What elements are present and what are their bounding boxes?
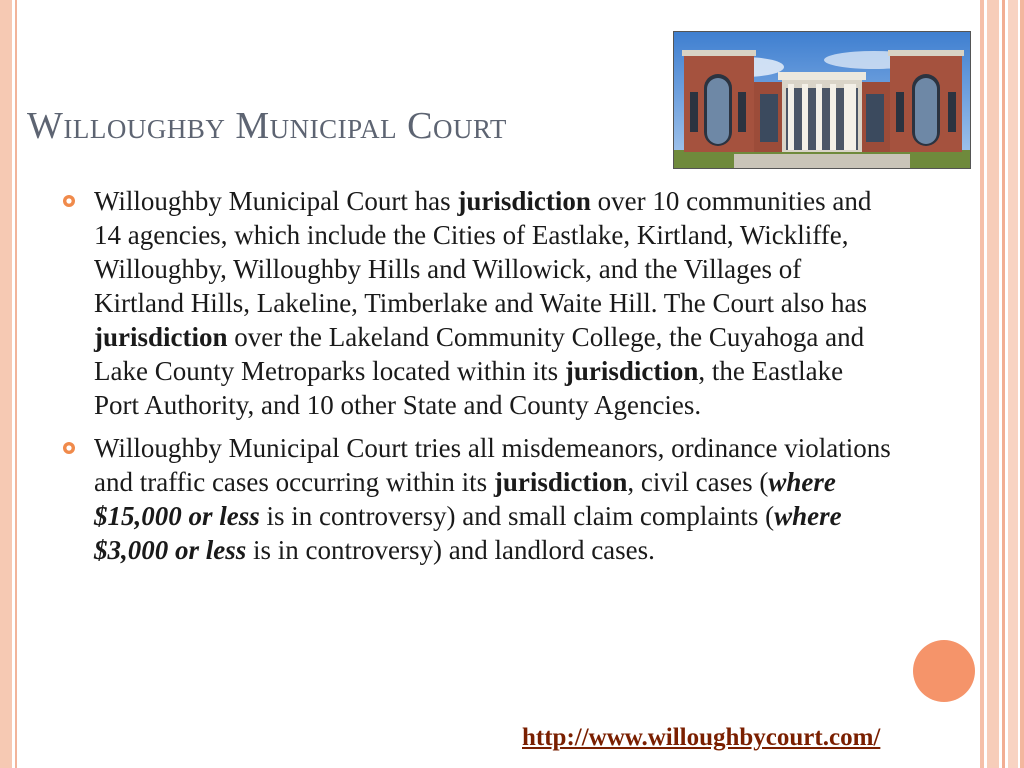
text-run: is in controversy) and small claim complaints ( [259, 501, 775, 531]
text-run: over 10 communities and 14 agencies, which include the Cities of Eastlake, Kirtland, Wickliffe, Willoughby, Willoughby Hills and Willowick, and the Villages of Kirtland Hills, Lakeline, Timberlake and Waite Hill. The Court also has [94, 186, 872, 318]
text-run: over the Lakeland Community College, the Cuyahoga and Lake County Metroparks located within its [94, 322, 865, 386]
right-decorative-stripe [1020, 0, 1024, 768]
bullet-item [62, 184, 892, 422]
bullet-text [94, 184, 892, 422]
text-run: is in controversy) and landlord cases. [246, 535, 655, 565]
right-decorative-stripe [980, 0, 984, 768]
decorative-orange-circle [913, 640, 975, 702]
orange-ring-bullet-icon [62, 194, 76, 208]
slide-title: Willoughby Municipal Court [27, 105, 507, 147]
emphasis-run: jurisdiction [457, 186, 591, 216]
orange-ring-bullet-icon [62, 441, 76, 455]
text-run: Willoughby Municipal Court tries all misdemeanors, ordinance violations and traffic cases occurring within its [94, 433, 891, 497]
text-run: , the Eastlake Port Authority, and 10 other State and County Agencies. [94, 356, 844, 420]
right-decorative-stripe [987, 0, 999, 768]
left-decorative-line [15, 0, 17, 768]
emphasis-run: where $15,000 or less [94, 467, 836, 531]
emphasis-run: jurisdiction [94, 322, 228, 352]
bullet-item [62, 431, 892, 567]
bullet-text [94, 431, 892, 567]
slide-body [62, 184, 892, 576]
left-decorative-bar [0, 0, 12, 768]
emphasis-run: jurisdiction [493, 467, 628, 497]
right-decorative-stripe [1002, 0, 1005, 768]
court-website-link[interactable]: http://www.willoughbycourt.com/ [522, 724, 881, 751]
text-run: , civil cases ( [627, 467, 769, 497]
text-run: Willoughby Municipal Court has [94, 186, 458, 216]
emphasis-run: jurisdiction [564, 356, 699, 386]
courthouse-photo [673, 31, 971, 169]
right-decorative-stripe [1008, 0, 1018, 768]
emphasis-run: where $3,000 or less [94, 501, 842, 565]
